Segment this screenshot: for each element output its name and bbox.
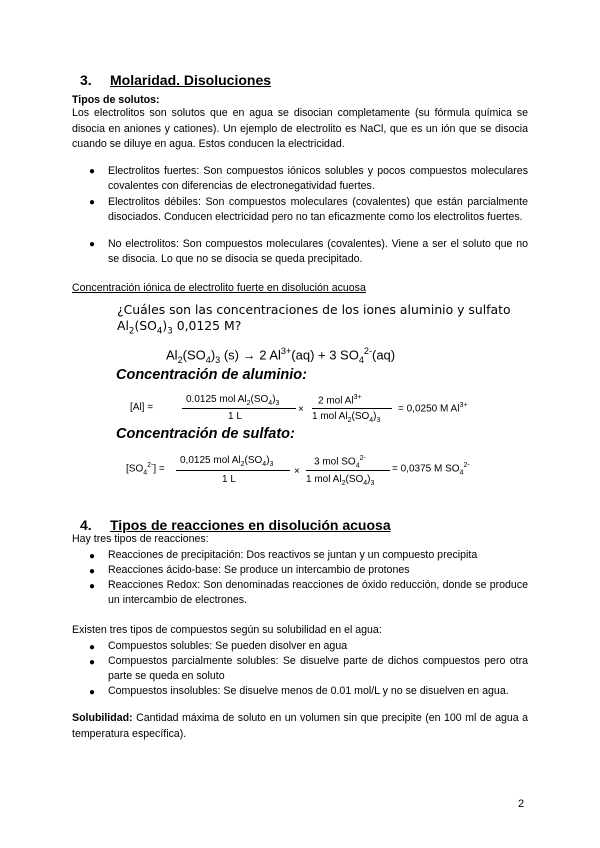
subtitle-tipos-de-solutos: Tipos de solutos: — [72, 94, 160, 106]
bullet-dot: ● — [89, 581, 96, 592]
fraction-bar — [182, 408, 296, 409]
question-line-2: $Al_2(SO_4)_3$ 0,0125 M? — [117, 318, 242, 337]
solubilidad-label: Solubilidad: — [72, 712, 133, 724]
bullet-parcialmente-solubles: Compuestos parcialmente solubles: Se disuelve parte de dichos compuestos pero otra parte se queda en soluto — [108, 655, 528, 683]
heading-concentracion-sulfato: Concentración de sulfato: — [116, 426, 295, 442]
intro-paragraph: Los electrolitos son solutos que en agua se disocian completamente (su fórmula química se disocia en aniones y cationes). Un ejemplo de electrolito es NaCl, que es un ión que se disocia cuando se diluye en agua. Estos conducen la electricidad. — [72, 107, 528, 150]
section-3-title: Molaridad. Disoluciones — [110, 72, 272, 88]
aluminio-result: = 0,0250 M $Al^{3+}$ — [398, 402, 468, 415]
bullet-insolubles: Compuestos insolubles: Se disuelve menos de 0.01 mol/L y no se disuelven en agua. — [108, 685, 509, 697]
bullet-solubles: Compuestos solubles: Se pueden disolver en agua — [108, 640, 348, 652]
bullet-precipitacion: Reacciones de precipitación: Dos reactivos se juntan y un compuesto precipita — [108, 549, 478, 561]
bullet-dot: ● — [89, 239, 96, 250]
bullet-dot: ● — [89, 166, 96, 177]
sulfato-result: = 0,0375 M $SO_4^{2-}$ — [392, 462, 470, 477]
bullet-redox: Reacciones Redox: Son denominadas reacciones de óxido reducción, donde se produce un intercambio de electrones. — [108, 579, 528, 607]
compuestos-intro: Existen tres tipos de compuestos según su solubilidad en el agua: — [72, 624, 382, 636]
aluminio-denominator-1: 1 L — [228, 411, 242, 422]
fraction-bar — [312, 408, 392, 409]
reacciones-intro: Hay tres tipos de reacciones: — [72, 533, 209, 545]
bullet-dot: ● — [89, 197, 96, 208]
multiply-sign: × — [294, 466, 300, 477]
bullet-dot: ● — [89, 657, 96, 668]
fraction-bar — [306, 470, 390, 471]
solubilidad-paragraph — [72, 711, 528, 742]
reaction-equation: $Al_2(SO_4)_3$ (s) → 2 $Al^{3+}(aq) + 3$ $SO_4^{2-}(aq)$ — [166, 346, 396, 365]
bullet-dot: ● — [89, 551, 96, 562]
multiply-sign: × — [298, 404, 304, 415]
bullet-dot: ● — [89, 642, 96, 653]
question-line-1: ¿Cuáles son las concentraciones de los iones aluminio y sulfato — [117, 302, 511, 317]
bullet-electrolitos-fuertes: Electrolitos fuertes: Son compuestos iónicos solubles y pocos compuestos moleculares covalentes con diferencias de electronegatividad fuertes. — [108, 165, 528, 193]
sulfato-denominator-2: 1 mol $Al_2(SO_4)_3$ — [306, 474, 375, 487]
aluminio-lhs: [Al] = — [130, 402, 154, 413]
aluminio-numerator-1: 0.0125 mol $Al_2(SO_4)_3$ — [186, 394, 280, 407]
section-3-number: 3. — [80, 72, 92, 88]
section-4-title: Tipos de reacciones en disolución acuosa — [110, 517, 391, 533]
sulfato-numerator-1: 0,0125 mol $Al_2(SO_4)_3$ — [180, 455, 274, 468]
section-4-number: 4. — [80, 517, 92, 533]
link-heading-concentracion: Concentración iónica de electrolito fuerte en disolución acuosa — [72, 282, 366, 294]
aluminio-numerator-2: 2 mol $Al^{3+}$ — [318, 394, 362, 407]
solubilidad-text: Cantidad máxima de soluto en un volumen sin que precipite (en 100 ml de agua a temperatura específica). — [72, 712, 529, 740]
sulfato-lhs: $[SO_4^{2-}]$ = — [126, 462, 165, 477]
aluminio-denominator-2: 1 mol $Al_2(SO_4)_3$ — [312, 411, 381, 424]
bullet-dot: ● — [89, 687, 96, 698]
fraction-bar — [176, 470, 290, 471]
bullet-acido-base: Reacciones ácido-base: Se produce un intercambio de protones — [108, 564, 410, 576]
page-number: 2 — [518, 798, 525, 810]
bullet-no-electrolitos: No electrolitos: Son compuestos moleculares (covalentes). Viene a ser el soluto que no se disocia. Lo que no se disocia se queda precipitado. — [108, 238, 528, 266]
bullet-dot: ● — [89, 566, 96, 577]
sulfato-numerator-2: 3 mol $SO_4^{2-}$ — [314, 455, 366, 470]
sulfato-denominator-1: 1 L — [222, 474, 236, 485]
bullet-electrolitos-debiles: Electrolitos débiles: Son compuestos moleculares (covalentes) que están parcialmente disociados. Conducen electricidad pero no tan eficazmente como los electrolitos fuertes. — [108, 196, 528, 224]
heading-concentracion-aluminio: Concentración de aluminio: — [116, 367, 307, 383]
